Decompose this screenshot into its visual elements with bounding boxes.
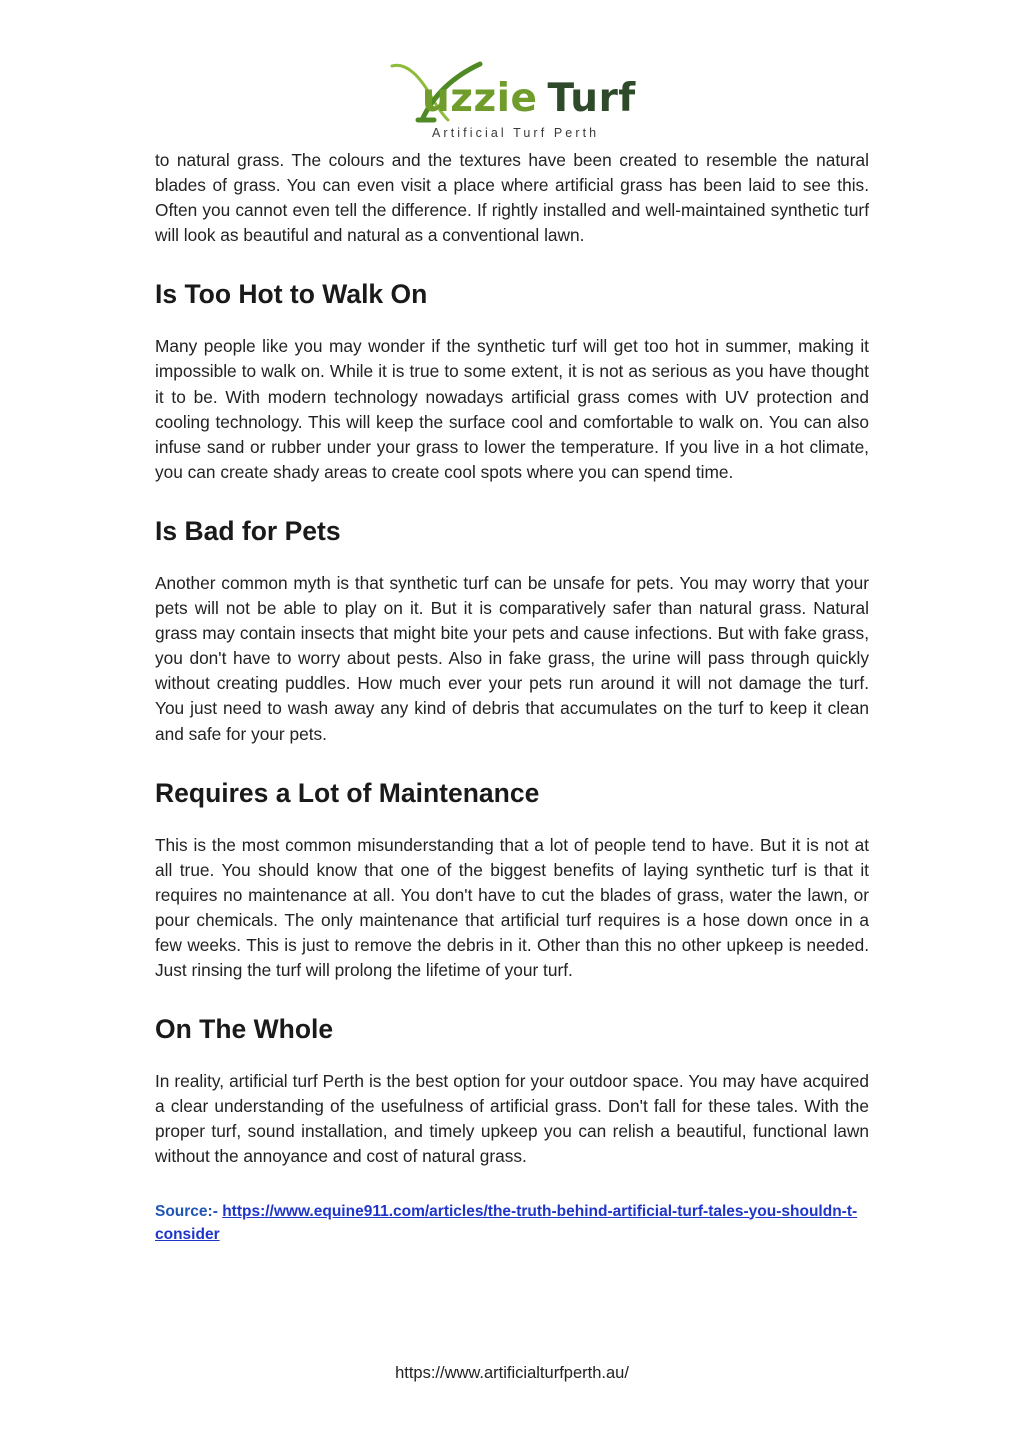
source-line [155,1200,869,1246]
logo-word-part1: uzzie [422,76,538,121]
logo-word-part2: Turf [547,76,636,121]
logo-tagline: Artificial Turf Perth [432,126,600,140]
section-body-on-the-whole: In reality, artificial turf Perth is the best option for your outdoor space. You may have acquired a clear understanding of the usefulness of artificial grass. Don't fall for these tales. With the proper turf, sound installation, and timely upkeep you can relish a beautiful, functional lawn without the annoyance and cost of natural grass. [155,1071,869,1167]
section-body-pets: Another common myth is that synthetic turf can be unsafe for pets. You may worry that your pets will not be able to play on it. But it is comparatively safer than natural grass. Natural grass may contain insects that might bite your pets and cause infections. But with fake grass, you don't have to worry about pests. Also in fake grass, the urine will pass through quickly without creating puddles. How much ever your pets run around it will not damage the turf. You just need to wash away any kind of debris that accumulates on the turf to keep it clean and safe for your pets. [155,572,869,744]
logo-wordmark [422,76,636,121]
intro-paragraph: to natural grass. The colours and the textures have been created to resemble the natural blades of grass. You can even visit a place where artificial grass has been laid to see this. Often you cannot even tell the difference. If rightly installed and well-maintained synthetic turf will look as beautiful and natural as a conventional lawn. [155,150,869,246]
source-label: Source:- [155,1202,218,1220]
source-link[interactable]: https://www.equine911.com/articles/the-truth-behind-artificial-turf-tales-you-shouldn-t-consider [155,1202,858,1243]
brand-logo [388,58,638,144]
section-heading-too-hot: Is Too Hot to Walk On [155,279,428,310]
section-heading-on-the-whole: On The Whole [155,1014,334,1045]
footer-url[interactable]: https://www.artificialturfperth.au/ [395,1364,629,1382]
article-body [155,148,869,1246]
section-heading-pets: Is Bad for Pets [155,515,341,546]
section-body-too-hot: Many people like you may wonder if the synthetic turf will get too hot in summer, making it impossible to walk on. While it is true to some extent, it is not as serious as you have thought it to be. With modern technology nowadays artificial grass comes with UV protection and cooling technology. This will keep the surface cool and comfortable to walk on. You can also infuse sand or rubber under your grass to lower the temperature. If you live in a hot climate, you can create shady areas to create cool spots where you can spend time. [155,336,869,482]
section-body-maintenance: This is the most common misunderstanding that a lot of people tend to have. But it is not at all true. You should know that one of the biggest benefits of laying synthetic turf is that it requires no maintenance at all. You don't have to cut the blades of grass, water the lawn, or pour chemicals. The only maintenance that artificial turf requires is a hose down once in a few weeks. This is just to remove the debris in it. Other than this no other upkeep is needed. Just rinsing the turf will prolong the lifetime of your turf. [155,834,869,981]
section-heading-maintenance: Requires a Lot of Maintenance [155,777,540,808]
